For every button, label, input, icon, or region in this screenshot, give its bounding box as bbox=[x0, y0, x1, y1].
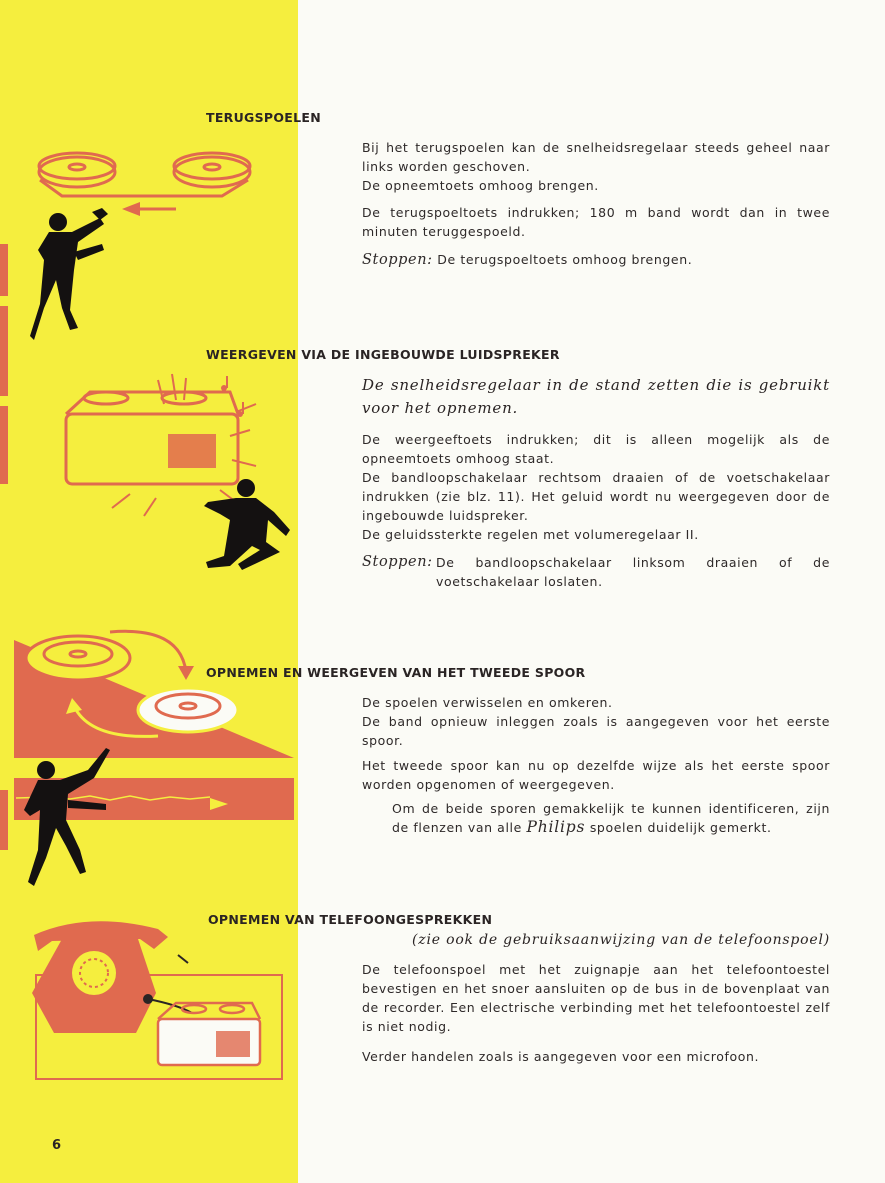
paragraph: De weergeeftoets indrukken; dit is alleen mogelijk als de opneemtoets omhoog staat. De bandloopschakelaar rechtsom draaien of de voetschakelaar indrukken (zie blz. 11). Het geluid wordt nu weergegeven door de ingebouwde luidspreker. De geluidssterkte regelen met volumeregelaar II. bbox=[362, 432, 830, 542]
note-text: Om de beide sporen gemakkelijk te kunnen identificeren, zijn de flenzen van alle bbox=[392, 801, 830, 835]
telephone-icon bbox=[32, 921, 168, 1033]
right-reel-icon bbox=[174, 157, 250, 187]
stop-text: De terugspoeltoets omhoog brengen. bbox=[437, 252, 693, 267]
subheading: (zie ook de gebruiksaanwijzing van de telefoonspoel) bbox=[412, 932, 830, 948]
stop-instruction bbox=[362, 553, 830, 591]
stop-text: De bandloopschakelaar linksom draaien of de voetschakelaar loslaten. bbox=[436, 555, 830, 589]
stop-label: Stoppen: bbox=[362, 252, 433, 268]
stop-label: Stoppen: bbox=[362, 554, 433, 570]
rewind-tape-illustration bbox=[22, 140, 272, 350]
paragraph: Verder handelen zoals is aangegeven voor een microfoon. bbox=[362, 1049, 760, 1064]
paragraph: Bij het terugspoelen kan de snelheidsregelaar steeds geheel naar links worden geschoven. De opneemtoets omhoog brengen. bbox=[362, 140, 830, 193]
note-text: spoelen duidelijk gemerkt. bbox=[589, 820, 772, 835]
page-number: 6 bbox=[52, 1138, 62, 1153]
red-edge-mark bbox=[0, 406, 8, 484]
red-edge-mark bbox=[0, 306, 8, 396]
second-track-illustration bbox=[10, 620, 300, 890]
section-heading-rewind: TERUGSPOELEN bbox=[206, 110, 321, 125]
paragraph: De terugspoeltoets indrukken; 180 m band wordt dan in twee minuten teruggespoeld. bbox=[362, 205, 830, 239]
stop-instruction bbox=[362, 250, 830, 270]
red-edge-mark bbox=[0, 244, 8, 296]
note-paragraph bbox=[392, 799, 830, 837]
telephone-recording-illustration bbox=[28, 915, 288, 1085]
paragraph: Het tweede spoor kan nu op dezelfde wijze als het eerste spoor worden opgenomen of weergegeven. bbox=[362, 758, 830, 792]
paragraph: De telefoonspoel met het zuignapje aan het telefoontoestel bevestigen en het snoer aansluiten op de bus in de bovenplaat van de recorder. Een electrische verbinding met het telefoontoestel zelf is niet nodig. bbox=[362, 962, 830, 1034]
speaker-grille bbox=[168, 434, 216, 468]
section-heading-second-track: OPNEMEN EN WEERGEVEN VAN HET TWEEDE SPOOR bbox=[206, 665, 586, 680]
section-heading-telephone: OPNEMEN VAN TELEFOONGESPREKKEN bbox=[208, 912, 493, 927]
playback-speaker-illustration bbox=[60, 370, 300, 580]
red-edge-mark bbox=[0, 790, 8, 850]
telephone-coil-icon bbox=[143, 994, 153, 1004]
left-reel-icon bbox=[39, 157, 115, 187]
dancer-figure-icon bbox=[204, 479, 290, 570]
section-heading-playback: WEERGEVEN VIA DE INGEBOUWDE LUIDSPREKER bbox=[206, 347, 560, 362]
lead-paragraph: De snelheidsregelaar in de stand zetten die is gebruikt voor het opnemen. bbox=[362, 376, 830, 417]
conductor-figure-icon bbox=[30, 208, 108, 340]
brand-name: Philips bbox=[526, 818, 586, 836]
paragraph: De spoelen verwisselen en omkeren. De band opnieuw inleggen zoals is aangegeven voor het eerste spoor. bbox=[362, 695, 830, 748]
